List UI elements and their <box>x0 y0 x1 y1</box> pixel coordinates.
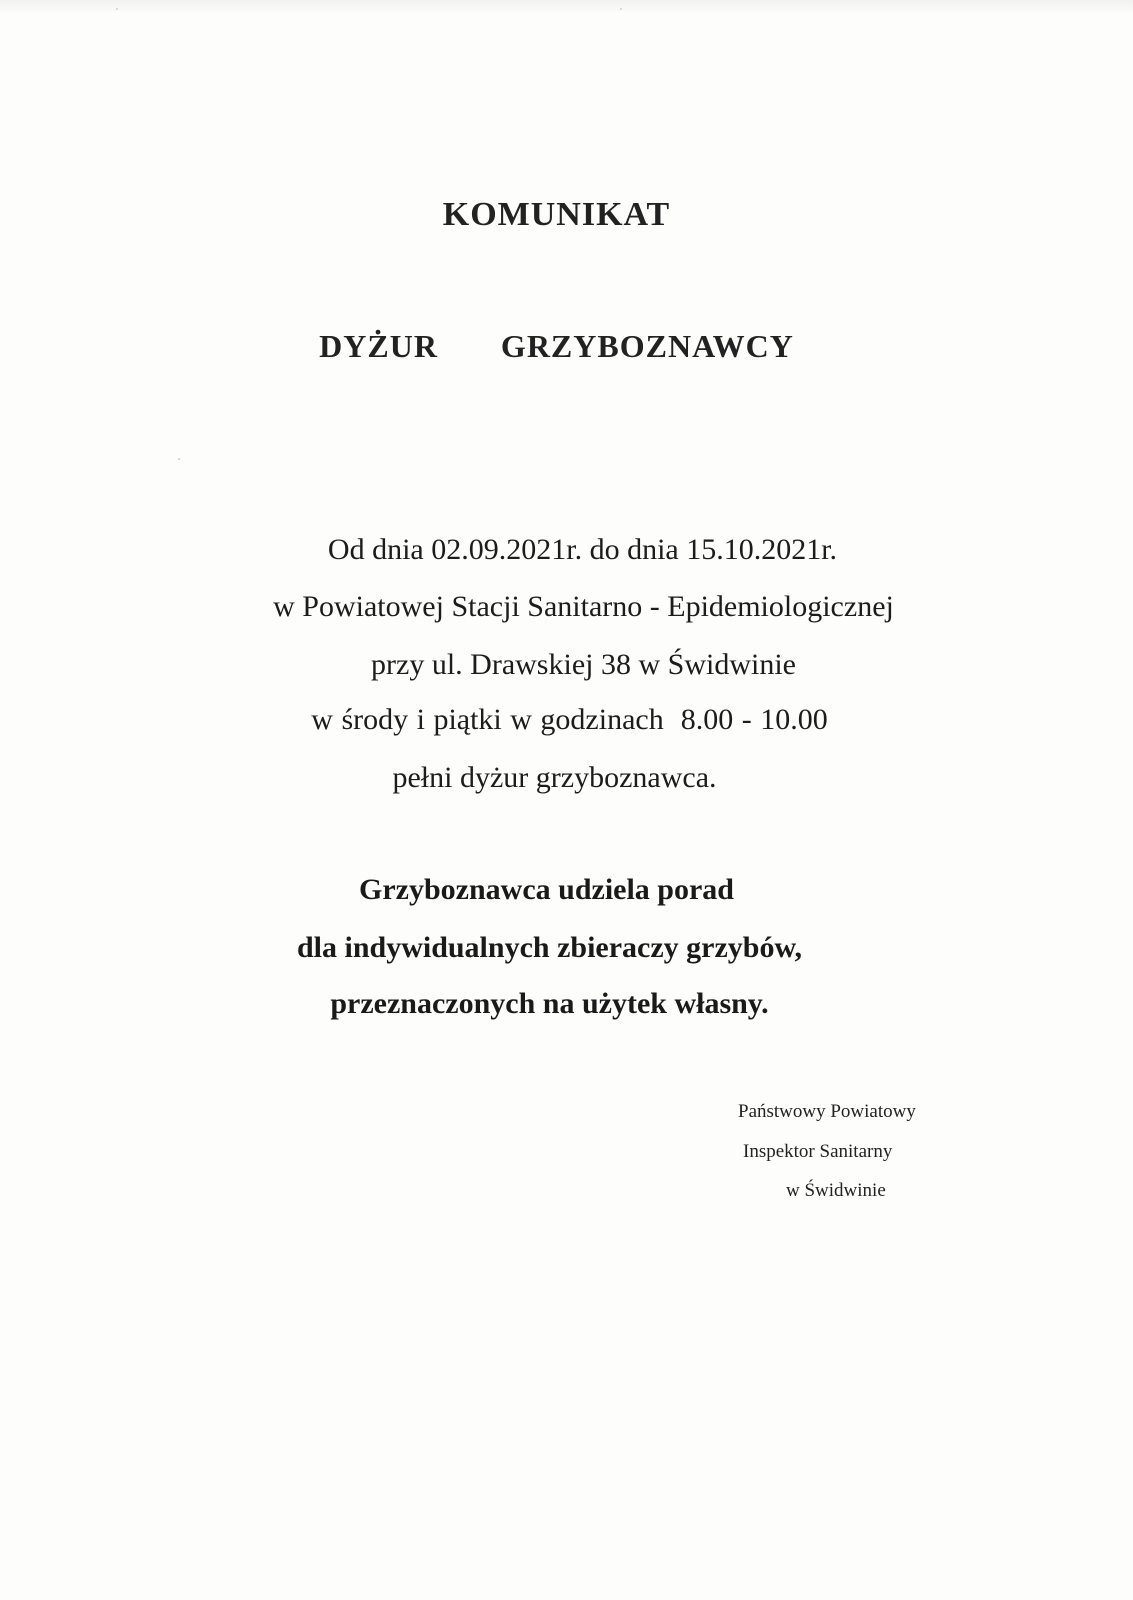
scan-edge <box>0 0 1133 14</box>
bold-line-collectors: dla indywidualnych zbieraczy grzybów, <box>296 931 803 964</box>
document-subtitle: DYŻUR GRZYBOZNAWCY <box>319 328 794 364</box>
document-title: KOMUNIKAT <box>442 196 671 233</box>
body-line-dates: Od dnia 02.09.2021r. do dnia 15.10.2021r. <box>327 533 838 566</box>
bold-line-own-use: przeznaczonych na użytek własny. <box>330 987 769 1020</box>
signature-line-title: Państwowy Powiatowy <box>738 1101 916 1122</box>
scan-speck <box>178 458 180 460</box>
body-line-address: przy ul. Drawskiej 38 w Świdwinie <box>371 648 796 681</box>
signature-line-place: w Świdwinie <box>786 1180 886 1201</box>
signature-line-role: Inspektor Sanitarny <box>743 1141 893 1162</box>
body-line-hours: w środy i piątki w godzinach 8.00 - 10.00 <box>311 703 828 736</box>
bold-line-advice: Grzyboznawca udziela porad <box>359 873 734 906</box>
body-line-institution: w Powiatowej Stacji Sanitarno - Epidemiologicznej <box>273 590 894 623</box>
body-line-duty: pełni dyżur grzyboznawca. <box>392 761 717 794</box>
scan-speck <box>620 8 622 10</box>
scan-speck <box>116 8 118 10</box>
